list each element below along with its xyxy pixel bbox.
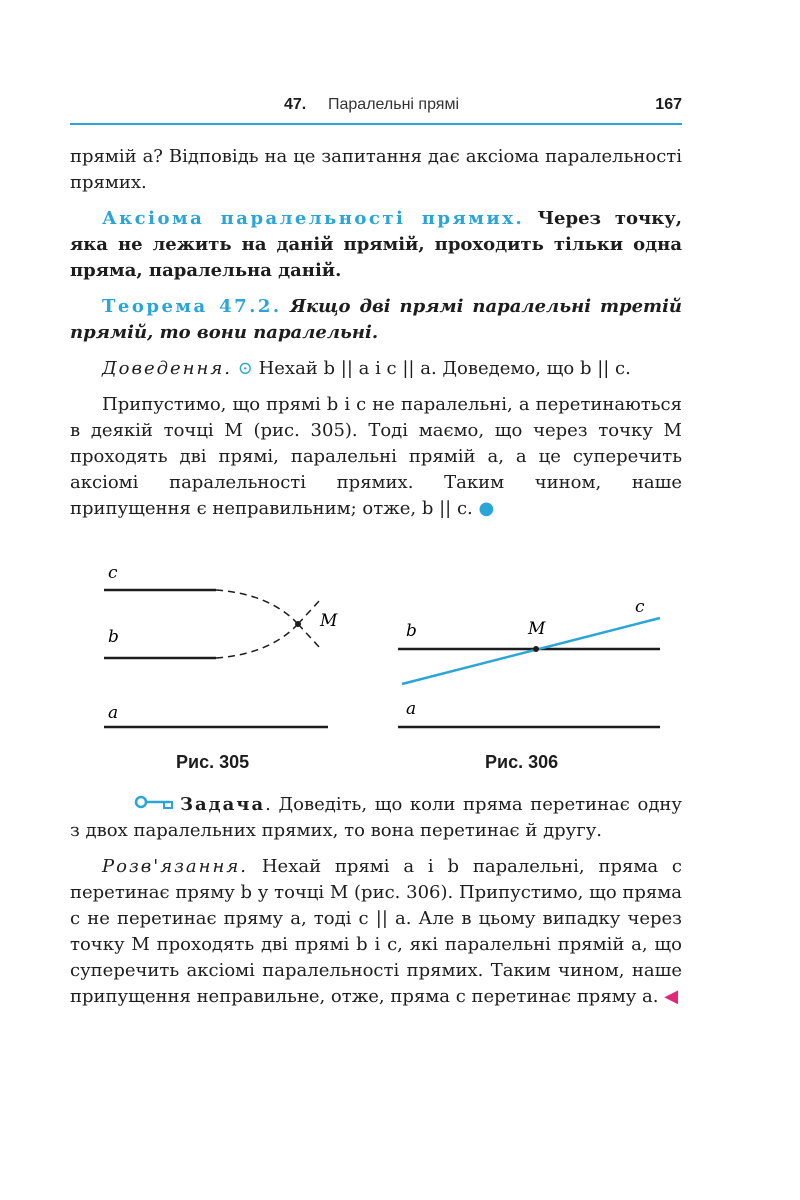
fig305-ext-c bbox=[298, 600, 320, 624]
key-icon bbox=[102, 792, 176, 818]
solution-end-icon: ◀ bbox=[664, 986, 679, 1007]
fig306-label-b: b bbox=[406, 621, 417, 641]
fig306-caption: Рис. 306 bbox=[485, 752, 559, 772]
solution-body: Нехай прямі a і b паралельні, пряма c перетинає пряму b у точці M (рис. 306). Припустимо, що пряма c не перетинає пряму a, тоді c || a. Але в цьому випадку через точку M проходять дві прямі b і c, які паралельні прямій a, що суперечить аксіомі паралельності прямих. Таким чином, наше припущення неправильне, отже, пряма c перетинає пряму a. bbox=[70, 856, 682, 1007]
page-body bbox=[70, 144, 682, 522]
fig305-dash-b bbox=[216, 624, 298, 658]
page-body-lower bbox=[70, 792, 682, 1010]
proof-end-icon: ● bbox=[478, 498, 495, 519]
fig306-point-M bbox=[533, 646, 539, 652]
proof-label: Доведення. bbox=[102, 358, 233, 379]
fig305-ext-b bbox=[298, 624, 320, 648]
axiom-title: Аксіома паралельності прямих. bbox=[102, 208, 525, 229]
page-number: 167 bbox=[655, 96, 682, 113]
solution-label: Розв'язання. bbox=[102, 856, 249, 877]
page-header bbox=[70, 94, 682, 122]
task-label: Задача bbox=[180, 794, 266, 815]
proof-text: Нехай b || a і c || a. Доведемо, що b || c. bbox=[258, 358, 631, 379]
paragraph-intro: прямій a? Відповідь на це запитання дає аксіома паралельності прямих. bbox=[70, 146, 682, 193]
proof-body: Припустимо, що прямі b і c не паралельні, а перетинаються в деякій точці M (рис. 305). Тоді маємо, що через точку M проходять дві прямі, паралельні прямій a, а це суперечить аксіомі паралельності прямих. Таким чином, наше припущення є неправильним; отже, b || c. bbox=[70, 394, 682, 519]
fig305-point-M bbox=[295, 621, 301, 627]
header-divider bbox=[70, 123, 682, 125]
task-body: . Доведіть, що коли пряма перетинає одну з двох паралельних прямих, то вона перетинає й другу. bbox=[70, 794, 682, 841]
fig305-label-c: c bbox=[108, 563, 118, 583]
proof-paragraph-2 bbox=[70, 392, 682, 522]
solution-paragraph bbox=[70, 854, 682, 1010]
theorem-paragraph bbox=[70, 294, 682, 346]
fig305-caption: Рис. 305 bbox=[176, 752, 250, 772]
fig305-label-M: M bbox=[320, 611, 338, 631]
proof-paragraph bbox=[70, 356, 682, 382]
figures-drawing bbox=[70, 560, 682, 760]
fig306-label-c: c bbox=[635, 597, 645, 617]
task-paragraph bbox=[70, 792, 682, 844]
theorem-body: Якщо дві прямі паралельні третій прямій, то вони паралельні. bbox=[70, 296, 682, 343]
fig305-dash-c bbox=[216, 590, 298, 624]
fig306-label-M: M bbox=[528, 619, 546, 639]
section-title: Паралельні прямі bbox=[328, 96, 460, 113]
proof-start-icon: ⊙ bbox=[237, 358, 253, 379]
axiom-body: Через точку, яка не лежить на даній прямій, проходить тільки одна пряма, паралельна даній. bbox=[70, 208, 682, 281]
fig306-label-a: a bbox=[406, 699, 417, 719]
figures bbox=[70, 560, 682, 790]
axiom-paragraph bbox=[70, 206, 682, 284]
section-number: 47. bbox=[284, 96, 307, 113]
fig305-label-b: b bbox=[108, 627, 119, 647]
fig305-label-a: a bbox=[108, 703, 119, 723]
theorem-title: Теорема 47.2. bbox=[102, 296, 282, 317]
